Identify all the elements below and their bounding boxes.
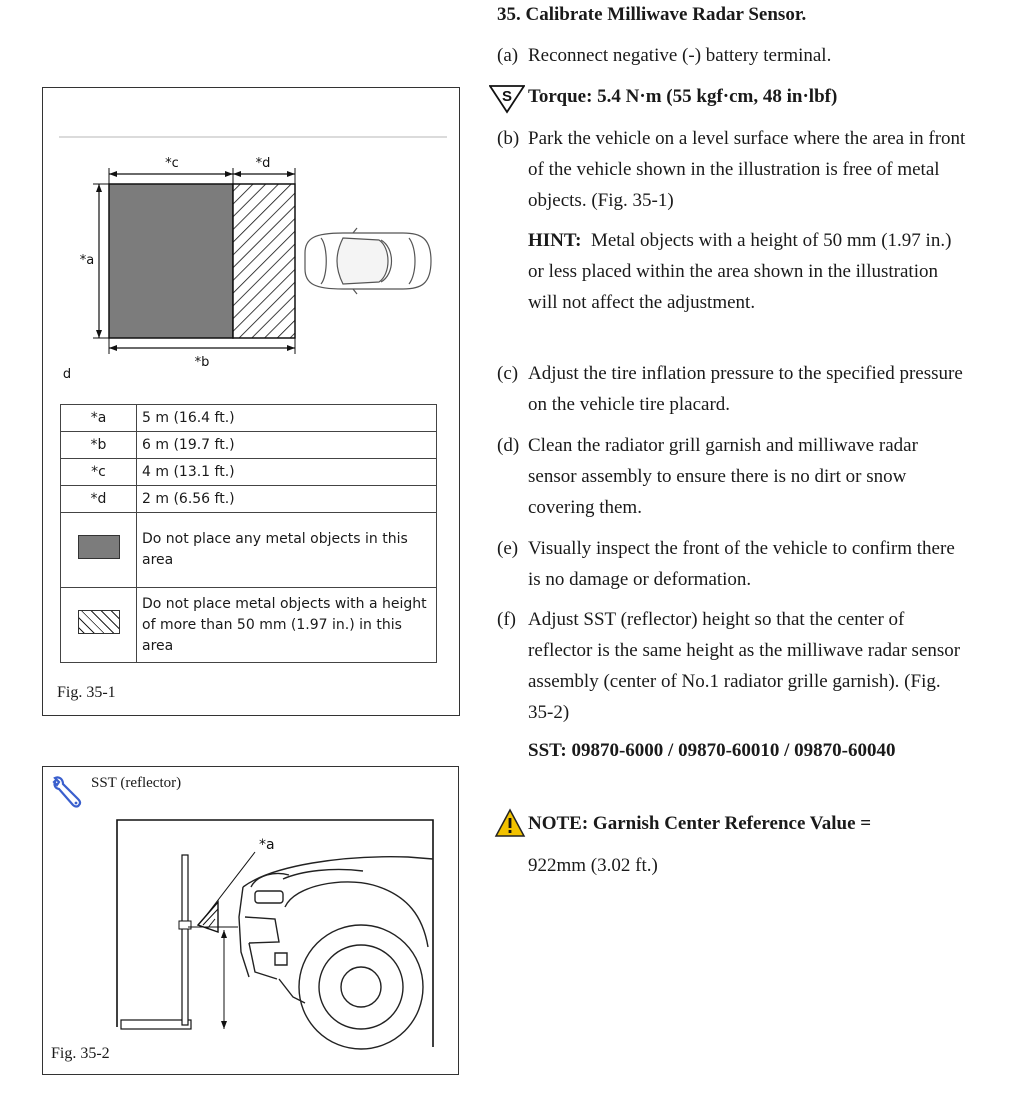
figure-35-1 xyxy=(42,87,460,716)
step-c xyxy=(497,358,967,420)
hint-block xyxy=(528,225,968,318)
hatch-swatch-icon xyxy=(78,610,120,634)
table-row xyxy=(61,588,437,663)
tool-label: SST (reflector) xyxy=(91,775,182,791)
step-b xyxy=(497,123,967,216)
note-value: 922mm (3.02 ft.) xyxy=(528,855,658,876)
area-diagram xyxy=(43,88,459,400)
table-row xyxy=(61,432,437,459)
reflector-diagram xyxy=(43,767,458,1074)
legend-value: 5 m (16.4 ft.) xyxy=(137,405,437,432)
vehicle-front-icon xyxy=(239,857,433,1049)
step-label: (e) xyxy=(497,538,519,559)
step-f xyxy=(497,604,967,728)
car-top-view-icon xyxy=(305,228,431,294)
note-label: NOTE: Garnish Center Reference Value = xyxy=(528,813,872,834)
sst-numbers: SST: 09870-6000 / 09870-60010 / 09870-60040 xyxy=(528,740,896,761)
step-text: Adjust SST (reflector) height so that the center of reflector is the same height as the milliwave radar sensor assembly (center of No.1 radiator grille garnish). (Fig. 35-2) xyxy=(528,609,961,723)
hint-text: Metal objects with a height of 50 mm (1.97 in.) or less placed within the area shown in the illustration will not affect the adjustment. xyxy=(528,230,952,313)
step-label: (c) xyxy=(497,363,519,384)
step-text: Clean the radiator grill garnish and milliwave radar sensor assembly to ensure there is no dirt or snow covering them. xyxy=(528,435,918,518)
step-d xyxy=(497,430,967,523)
step-e xyxy=(497,533,967,595)
legend-value: Do not place any metal objects in this area xyxy=(137,513,437,588)
legend-key: *b xyxy=(61,432,137,459)
step-text: Park the vehicle on a level surface where the area in front of the vehicle shown in the illustration is free of metal objects. (Fig. 35-1) xyxy=(528,128,966,211)
solid-swatch-icon xyxy=(78,535,120,559)
step-text: Visually inspect the front of the vehicle to confirm there is no damage or deformation. xyxy=(528,538,955,590)
step-label: (d) xyxy=(497,435,520,456)
legend-value: 6 m (19.7 ft.) xyxy=(137,432,437,459)
torque-spec: Torque: 5.4 N·m (55 kgf·cm, 48 in·lbf) xyxy=(528,86,838,107)
table-row xyxy=(61,459,437,486)
callout-a-label: *a xyxy=(259,837,275,853)
figure-35-2 xyxy=(42,766,459,1075)
step-a xyxy=(497,40,967,71)
corner-letter: d xyxy=(62,367,72,382)
step-label: (b) xyxy=(497,128,520,149)
step-text: Reconnect negative (-) battery terminal. xyxy=(528,45,832,66)
legend-key xyxy=(61,513,137,588)
step-label: (f) xyxy=(497,609,516,630)
step-label: (a) xyxy=(497,45,519,66)
legend-value: 2 m (6.56 ft.) xyxy=(137,486,437,513)
low-metal-area xyxy=(233,184,295,338)
dimension-d-label: *d xyxy=(255,156,271,171)
legend-key: *c xyxy=(61,459,137,486)
legend-key xyxy=(61,588,137,663)
dimension-a-label: *a xyxy=(79,253,95,268)
legend-table xyxy=(60,404,437,663)
legend-value: 4 m (13.1 ft.) xyxy=(137,459,437,486)
table-row xyxy=(61,405,437,432)
legend-key: *d xyxy=(61,486,137,513)
no-metal-area xyxy=(109,184,233,338)
warning-icon xyxy=(494,808,526,838)
hint-label: HINT: xyxy=(528,230,582,251)
dimension-c-label: *c xyxy=(165,156,179,171)
legend-key: *a xyxy=(61,405,137,432)
table-row xyxy=(61,486,437,513)
svg-text:S: S xyxy=(501,88,513,105)
table-row xyxy=(61,513,437,588)
legend-value: Do not place metal objects with a height of more than 50 mm (1.97 in.) in this area xyxy=(137,588,437,663)
figure-caption: Fig. 35-2 xyxy=(51,1045,110,1062)
step-text: Adjust the tire inflation pressure to the specified pressure on the vehicle tire placard. xyxy=(528,363,963,415)
torque-icon xyxy=(489,84,525,114)
dimension-b-label: *b xyxy=(194,355,210,370)
section-title: 35. Calibrate Milliwave Radar Sensor. xyxy=(497,4,807,25)
figure-caption: Fig. 35-1 xyxy=(57,684,116,701)
